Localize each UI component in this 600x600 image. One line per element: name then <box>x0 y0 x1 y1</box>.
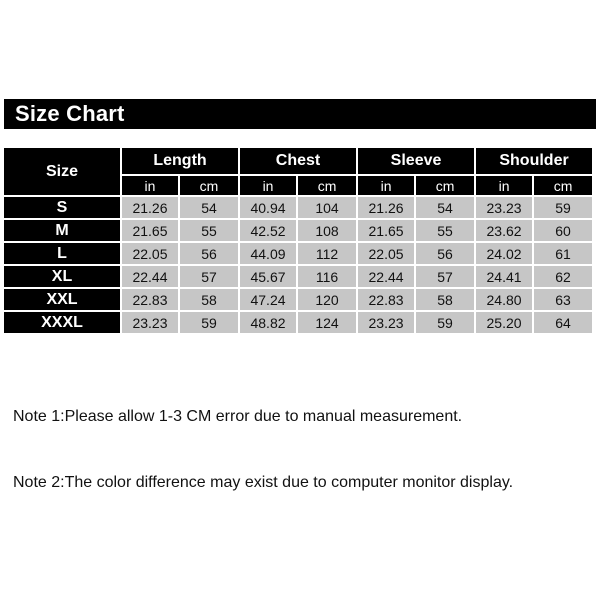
table-cell: 21.65 <box>358 220 414 241</box>
table-row <box>4 312 592 333</box>
table-row <box>4 289 592 310</box>
group-header-row <box>4 148 592 174</box>
table-cell: 58 <box>416 289 474 310</box>
table-cell: 23.23 <box>122 312 178 333</box>
size-label: XXXL <box>4 312 120 333</box>
shoulder-cm-header: cm <box>534 176 592 195</box>
chest-header: Chest <box>240 148 356 174</box>
table-cell: 57 <box>416 266 474 287</box>
note-manual-measurement: Note 1:Please allow 1-3 CM error due to manual measurement. <box>13 408 463 425</box>
table-cell: 59 <box>534 197 592 218</box>
table-cell: 116 <box>298 266 356 287</box>
table-cell: 124 <box>298 312 356 333</box>
table-cell: 62 <box>534 266 592 287</box>
table-cell: 22.44 <box>122 266 178 287</box>
table-cell: 54 <box>416 197 474 218</box>
table-row <box>4 266 592 287</box>
table-cell: 22.05 <box>122 243 178 264</box>
size-label: XXL <box>4 289 120 310</box>
sleeve-header: Sleeve <box>358 148 474 174</box>
table-cell: 104 <box>298 197 356 218</box>
size-label: M <box>4 220 120 241</box>
table-cell: 48.82 <box>240 312 296 333</box>
table-cell: 47.24 <box>240 289 296 310</box>
table-cell: 22.44 <box>358 266 414 287</box>
table-cell: 56 <box>180 243 238 264</box>
size-column-header: Size <box>4 148 120 195</box>
table-cell: 22.83 <box>358 289 414 310</box>
size-label: XL <box>4 266 120 287</box>
table-cell: 21.26 <box>122 197 178 218</box>
table-cell: 25.20 <box>476 312 532 333</box>
table-cell: 22.83 <box>122 289 178 310</box>
table-cell: 55 <box>416 220 474 241</box>
table-cell: 64 <box>534 312 592 333</box>
sleeve-cm-header: cm <box>416 176 474 195</box>
size-label: S <box>4 197 120 218</box>
table-cell: 60 <box>534 220 592 241</box>
table-cell: 58 <box>180 289 238 310</box>
size-label: L <box>4 243 120 264</box>
table-cell: 59 <box>180 312 238 333</box>
chest-cm-header: cm <box>298 176 356 195</box>
table-row <box>4 197 592 218</box>
table-cell: 56 <box>416 243 474 264</box>
table-cell: 23.23 <box>476 197 532 218</box>
table-cell: 21.65 <box>122 220 178 241</box>
table-cell: 59 <box>416 312 474 333</box>
sleeve-in-header: in <box>358 176 414 195</box>
length-header: Length <box>122 148 238 174</box>
table-cell: 55 <box>180 220 238 241</box>
shoulder-header: Shoulder <box>476 148 592 174</box>
table-cell: 23.23 <box>358 312 414 333</box>
table-cell: 42.52 <box>240 220 296 241</box>
table-cell: 61 <box>534 243 592 264</box>
page-title: Size Chart <box>15 101 125 126</box>
table-row <box>4 220 592 241</box>
table-cell: 24.02 <box>476 243 532 264</box>
table-cell: 24.41 <box>476 266 532 287</box>
table-cell: 44.09 <box>240 243 296 264</box>
title-bar <box>4 99 596 129</box>
table-cell: 23.62 <box>476 220 532 241</box>
table-cell: 21.26 <box>358 197 414 218</box>
table-row <box>4 243 592 264</box>
table-cell: 24.80 <box>476 289 532 310</box>
table-cell: 63 <box>534 289 592 310</box>
table-cell: 108 <box>298 220 356 241</box>
length-cm-header: cm <box>180 176 238 195</box>
table-cell: 112 <box>298 243 356 264</box>
table-cell: 40.94 <box>240 197 296 218</box>
table-cell: 54 <box>180 197 238 218</box>
length-in-header: in <box>122 176 178 195</box>
chest-in-header: in <box>240 176 296 195</box>
note-color-difference: Note 2:The color difference may exist due to computer monitor display. <box>13 474 514 491</box>
table-cell: 120 <box>298 289 356 310</box>
size-chart-table <box>2 146 594 335</box>
table-cell: 22.05 <box>358 243 414 264</box>
shoulder-in-header: in <box>476 176 532 195</box>
table-cell: 57 <box>180 266 238 287</box>
table-cell: 45.67 <box>240 266 296 287</box>
